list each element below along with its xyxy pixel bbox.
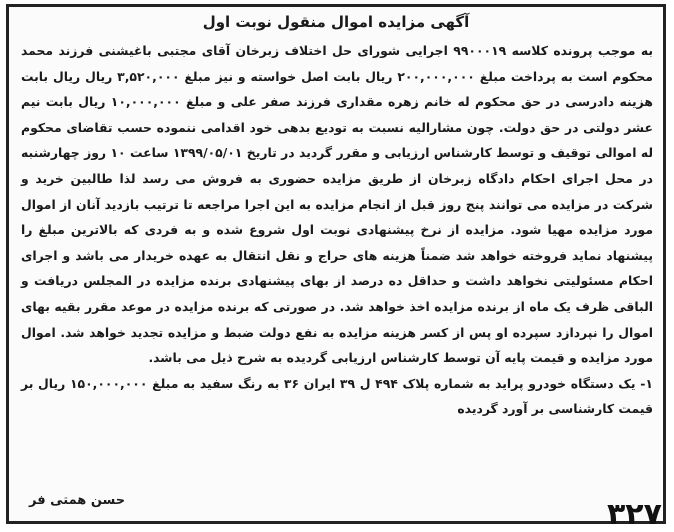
auction-item: ۱- یک دستگاه خودرو پراید به شماره پلاک ۴۹۴ ل ۳۹ ایران ۳۶ به رنگ سفید به مبلغ ۱۵۰,۰۰۰,۰۰۰ ریال بر قیمت کارشناسی بر آورد گردیده — [21, 375, 653, 417]
notice-body — [21, 38, 653, 422]
signature-name: حسن همتی فر — [29, 493, 126, 508]
auction-notice — [6, 4, 666, 532]
notice-title: آگهی مزایده اموال منقول نوبت اول — [202, 13, 470, 31]
notice-paragraph: به موجب پرونده کلاسه ۹۹۰۰۰۱۹ اجرایی شورای حل اختلاف زبرخان آقای مجتبی باغیشنی فرزند محمد محکوم است به پرداخت مبلغ ۲۰۰,۰۰۰,۰۰۰ ریال بابت اصل خواسته و نیز مبلغ ۳,۵۲۰,۰۰۰ ریال ریال بابت هزینه دادرسی در حق محکوم له خانم زهره مقداری فرزند صفر علی و مبلغ ۱۰,۰۰۰,۰۰۰ ریال بابت نیم عشر دولتی در حق دولت. چون مشارالیه نسبت به تودیع بدهی خود اقدامی ننموده حسب تقاضای محکوم له اموالی توقیف و توسط کارشناس ارزیابی و مقرر گردید در تاریخ ۱۳۹۹/۰۵/۰۱ ساعت ۱۰ روز چهارشنبه در محل اجرای احکام دادگاه زبرخان از طریق مزایده حضوری به فروش می رسد لذا طالبین خرید و شرکت در مزایده می توانند پنج روز قبل از انجام مزایده به این اجرا مراجعه تا ترتیب بازدید آنان از اموال مورد مزایده مهیا شود. مزایده از نرخ پیشنهادی نوبت اول شروع شده و به فردی که بالاترین مبلغ را پیشنهاد نماید فروخته خواهد شد ضمناً هزینه های حراج و نقل انتقال به عهده خریدار می باشد و اجرای احکام مسئولیتی نخواهد داشت و حداقل ده درصد از بهای پیشنهادی برنده مزایده در المجلس دریافت و الباقی ظرف یک ماه از برنده مزایده اخذ خواهد شد. در صورتی که برنده مزایده در موعد مقرر بقیه بهای اموال را نپردازد سپرده او پس از کسر هزینه مزایده به نفع دولت ضبط و مزایده تجدید خواهد شد. اموال مورد مزایده و قیمت پایه آن توسط کارشناس ارزیابی گردیده به شرح ذیل می باشد. — [21, 43, 653, 366]
ad-number: ۳۲۷ — [607, 497, 662, 532]
